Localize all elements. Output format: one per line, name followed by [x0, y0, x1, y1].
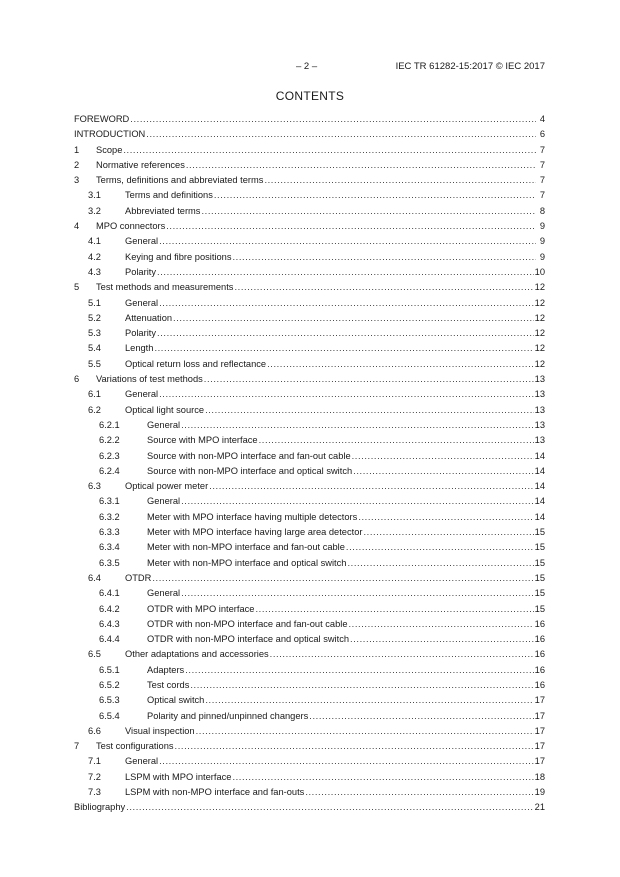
toc-entry-page: 7: [539, 175, 545, 186]
toc-entry-title: General: [147, 496, 181, 507]
toc-entry-page: 16: [534, 634, 545, 645]
toc-entry-page: 12: [534, 312, 545, 323]
toc-entry-page: 12: [534, 328, 545, 339]
toc-entry-number: 6.3.1: [99, 496, 120, 507]
toc-entry[interactable]: [74, 647, 545, 662]
toc-dot-leader: [214, 188, 536, 203]
toc-entry-page: 9: [539, 221, 545, 232]
toc-entry-title: General: [125, 236, 159, 247]
toc-dot-leader: [346, 540, 534, 555]
toc-entry[interactable]: [74, 739, 545, 754]
toc-dot-leader: [157, 326, 534, 341]
toc-entry-title: General: [125, 389, 159, 400]
toc-entry[interactable]: [74, 188, 545, 203]
toc-entry-title: Test cords: [147, 679, 190, 690]
toc-entry[interactable]: [74, 449, 545, 464]
toc-dot-leader: [353, 464, 534, 479]
toc-dot-leader: [201, 204, 536, 219]
toc-entry-number: 6.2.4: [99, 465, 120, 476]
toc-entry-page: 19: [534, 787, 545, 798]
toc-entry[interactable]: [74, 127, 545, 142]
toc-entry[interactable]: [74, 250, 545, 265]
toc-entry-title: Meter with MPO interface having large area detector: [147, 527, 363, 538]
toc-entry[interactable]: [74, 143, 545, 158]
toc-entry[interactable]: [74, 510, 545, 525]
toc-dot-leader: [255, 602, 533, 617]
toc-dot-leader: [349, 617, 534, 632]
toc-entry-title: Length: [125, 343, 154, 354]
toc-entry-page: 12: [534, 343, 545, 354]
toc-dot-leader: [157, 265, 534, 280]
toc-entry-number: 4.3: [88, 266, 101, 277]
toc-entry[interactable]: [74, 341, 545, 356]
toc-dot-leader: [270, 647, 534, 662]
toc-entry-page: 15: [534, 572, 545, 583]
toc-dot-leader: [126, 800, 533, 815]
toc-entry-number: 2: [74, 159, 80, 170]
toc-entry-page: 15: [534, 542, 545, 553]
toc-entry-number: 5.1: [88, 297, 101, 308]
toc-entry-number: 6.3.2: [99, 511, 120, 522]
toc-entry-number: 6.4.2: [99, 603, 120, 614]
toc-entry-title: Adapters: [147, 664, 185, 675]
toc-entry-number: 6.2.1: [99, 419, 120, 430]
toc-dot-leader: [159, 234, 536, 249]
toc-entry-number: 6.4.4: [99, 634, 120, 645]
toc-entry-number: 3.2: [88, 205, 101, 216]
toc-entry-title: LSPM with non-MPO interface and fan-outs: [125, 787, 305, 798]
toc-entry-title: Normative references: [96, 159, 185, 170]
toc-entry-number: 5.2: [88, 312, 101, 323]
toc-dot-leader: [152, 571, 533, 586]
toc-entry-number: 5.3: [88, 328, 101, 339]
toc-entry[interactable]: [74, 311, 545, 326]
toc-dot-leader: [352, 449, 534, 464]
toc-entry-page: 14: [534, 511, 545, 522]
toc-dot-leader: [363, 525, 533, 540]
toc-entry-number: 6.5.2: [99, 679, 120, 690]
toc-entry-number: 6.3.5: [99, 557, 120, 568]
toc-entry-number: 6.5.1: [99, 664, 120, 675]
toc-entry-title: LSPM with MPO interface: [125, 771, 232, 782]
toc-entry-title: Source with non-MPO interface and optical switch: [147, 465, 353, 476]
toc-dot-leader: [209, 479, 533, 494]
toc-entry-page: 7: [539, 159, 545, 170]
toc-entry-number: 6.3.3: [99, 527, 120, 538]
toc-entry-page: 16: [534, 664, 545, 675]
toc-entry-title: Test configurations: [96, 741, 174, 752]
toc-entry-title: Optical switch: [147, 695, 205, 706]
toc-entry-number: 6.5: [88, 649, 101, 660]
page-title: CONTENTS: [275, 89, 345, 103]
page-number: – 2 –: [296, 61, 318, 72]
toc-dot-leader: [350, 632, 534, 647]
toc-entry-number: 6.6: [88, 725, 101, 736]
toc-entry-number: 6.4.1: [99, 588, 120, 599]
toc-entry-number: 6.2: [88, 404, 101, 415]
toc-entry-number: 6.5.4: [99, 710, 120, 721]
toc-entry-number: 6.5.3: [99, 695, 120, 706]
toc-entry-number: 4: [74, 221, 80, 232]
toc-dot-leader: [204, 372, 534, 387]
toc-dot-leader: [185, 663, 533, 678]
toc-entry-page: 9: [539, 236, 545, 247]
toc-dot-leader: [166, 219, 536, 234]
toc-entry[interactable]: [74, 280, 545, 295]
toc-entry-page: 16: [534, 618, 545, 629]
toc-entry-title: Optical power meter: [125, 481, 209, 492]
toc-dot-leader: [175, 739, 534, 754]
toc-entry-number: 7.1: [88, 756, 101, 767]
toc-entry-title: Source with non-MPO interface and fan-out cable: [147, 450, 351, 461]
toc-dot-leader: [347, 556, 533, 571]
toc-dot-leader: [190, 678, 533, 693]
toc-entry[interactable]: [74, 602, 545, 617]
toc-dot-leader: [267, 357, 534, 372]
toc-dot-leader: [259, 433, 534, 448]
toc-entry-title: Keying and fibre positions: [125, 251, 232, 262]
toc-entry[interactable]: [74, 785, 545, 800]
toc-entry[interactable]: [74, 494, 545, 509]
toc-entry-number: 3.1: [88, 190, 101, 201]
toc-entry[interactable]: [74, 709, 545, 724]
toc-entry-page: 8: [539, 205, 545, 216]
toc-entry-title: FOREWORD: [74, 114, 130, 124]
toc-entry-title: Source with MPO interface: [147, 435, 258, 446]
toc-entry[interactable]: [74, 387, 545, 402]
toc-entry-title: OTDR: [125, 572, 152, 583]
toc-entry[interactable]: [74, 724, 545, 739]
toc-entry-number: 5: [74, 282, 80, 293]
toc-dot-leader: [159, 754, 534, 769]
toc-entry-page: 14: [534, 465, 545, 476]
toc-entry-page: 12: [534, 358, 545, 369]
toc-entry-page: 12: [534, 282, 545, 293]
toc-entry-title: Other adaptations and accessories: [125, 649, 269, 660]
toc-dot-leader: [305, 785, 533, 800]
document-reference: IEC TR 61282-15:2017 © IEC 2017: [395, 61, 545, 72]
toc-entry-page: 15: [534, 603, 545, 614]
toc-entry[interactable]: [74, 265, 545, 280]
toc-entry-number: 7.2: [88, 771, 101, 782]
toc-entry-number: 6.3.4: [99, 542, 120, 553]
toc-entry-page: 7: [539, 190, 545, 201]
toc-dot-leader: [234, 280, 533, 295]
toc-entry[interactable]: [74, 357, 545, 372]
toc-entry[interactable]: [74, 540, 545, 555]
toc-entry-number: 1: [74, 144, 80, 155]
toc-entry-page: 17: [534, 756, 545, 767]
toc-entry-title: General: [125, 297, 159, 308]
toc-entry[interactable]: [74, 663, 545, 678]
toc-entry[interactable]: [74, 678, 545, 693]
toc-dot-leader: [146, 127, 536, 142]
toc-entry-page: 18: [534, 771, 545, 782]
toc-entry-title: Variations of test methods: [96, 374, 203, 385]
toc-entry-page: 17: [534, 695, 545, 706]
toc-entry-title: OTDR with MPO interface: [147, 603, 255, 614]
toc-entry-page: 13: [534, 435, 545, 446]
toc-entry-page: 15: [534, 588, 545, 599]
toc-entry[interactable]: [74, 372, 545, 387]
toc-entry-page: 9: [539, 251, 545, 262]
toc-entry-page: 13: [534, 404, 545, 415]
toc-entry-page: 13: [534, 374, 545, 385]
toc-dot-leader: [232, 770, 533, 785]
toc-dot-leader: [205, 403, 534, 418]
toc-entry-number: 6: [74, 374, 80, 385]
toc-entry[interactable]: [74, 770, 545, 785]
toc-entry-page: 7: [539, 144, 545, 155]
toc-entry[interactable]: [74, 234, 545, 249]
toc-entry-number: 3: [74, 175, 80, 186]
toc-dot-leader: [181, 586, 534, 601]
toc-entry-title: General: [147, 419, 181, 430]
toc-entry-number: 6.2.3: [99, 450, 120, 461]
toc-dot-leader: [130, 112, 536, 127]
toc-entry-title: Optical light source: [125, 404, 205, 415]
toc-entry-number: 6.2.2: [99, 435, 120, 446]
toc-entry[interactable]: [74, 219, 545, 234]
toc-entry[interactable]: [74, 479, 545, 494]
toc-entry-page: 13: [534, 389, 545, 400]
toc-entry[interactable]: [74, 571, 545, 586]
toc-entry-page: 15: [534, 527, 545, 538]
toc-entry-page: 16: [534, 679, 545, 690]
toc-entry-page: 12: [534, 297, 545, 308]
toc-entry[interactable]: [74, 112, 545, 127]
toc-entry-page: 13: [534, 419, 545, 430]
toc-entry-page: 21: [534, 802, 545, 813]
toc-entry-title: Meter with non-MPO interface and optical switch: [147, 557, 347, 568]
toc-entry-page: 17: [534, 725, 545, 736]
toc-entry-page: 4: [539, 114, 545, 124]
toc-dot-leader: [173, 311, 534, 326]
toc-entry[interactable]: [74, 632, 545, 647]
toc-dot-leader: [309, 709, 533, 724]
toc-entry-number: 5.5: [88, 358, 101, 369]
toc-entry-number: 7: [74, 741, 80, 752]
toc-entry-number: 6.3: [88, 481, 101, 492]
toc-entry-number: 4.2: [88, 251, 101, 262]
toc-dot-leader: [264, 173, 536, 188]
toc-entry-page: 15: [534, 557, 545, 568]
toc-entry-title: Optical return loss and reflectance: [125, 358, 267, 369]
toc-entry-title: OTDR with non-MPO interface and optical switch: [147, 634, 350, 645]
toc-entry-title: Polarity: [125, 266, 157, 277]
toc-entry-page: 6: [539, 129, 545, 140]
toc-entry-title: Abbreviated terms: [125, 205, 201, 216]
toc-entry[interactable]: [74, 525, 545, 540]
toc-entry[interactable]: [74, 556, 545, 571]
toc-dot-leader: [123, 143, 536, 158]
toc-entry[interactable]: [74, 296, 545, 311]
toc-entry-page: 14: [534, 496, 545, 507]
toc-entry-number: 6.1: [88, 389, 101, 400]
toc-entry[interactable]: [74, 418, 545, 433]
toc-entry-number: 7.3: [88, 787, 101, 798]
toc-entry-title: OTDR with non-MPO interface and fan-out cable: [147, 618, 348, 629]
toc-entry[interactable]: [74, 693, 545, 708]
toc-entry-page: 14: [534, 450, 545, 461]
toc-entry-number: 4.1: [88, 236, 101, 247]
toc-entry-page: 14: [534, 481, 545, 492]
toc-dot-leader: [181, 494, 534, 509]
page-header: [0, 61, 620, 75]
toc-entry-title: General: [147, 588, 181, 599]
toc-entry[interactable]: [74, 464, 545, 479]
toc-entry-page: 17: [534, 710, 545, 721]
toc-dot-leader: [159, 387, 534, 402]
toc-entry[interactable]: [74, 403, 545, 418]
toc-dot-leader: [181, 418, 534, 433]
toc-entry[interactable]: [74, 204, 545, 219]
toc-entry-title: Terms, definitions and abbreviated terms: [96, 175, 264, 186]
toc-entry[interactable]: [74, 433, 545, 448]
toc-dot-leader: [154, 341, 533, 356]
toc-dot-leader: [232, 250, 536, 265]
toc-entry-number: 5.4: [88, 343, 101, 354]
toc-entry-title: General: [125, 756, 159, 767]
toc-entry-title: Polarity and pinned/unpinned changers: [147, 710, 309, 721]
toc-entry[interactable]: [74, 586, 545, 601]
toc-dot-leader: [358, 510, 533, 525]
toc-entry-title: Visual inspection: [125, 725, 195, 736]
toc-entry-title: Scope: [96, 144, 123, 155]
toc-entry[interactable]: [74, 800, 545, 815]
toc-entry-title: Polarity: [125, 328, 157, 339]
toc-entry[interactable]: [74, 326, 545, 341]
toc-entry-page: 17: [534, 741, 545, 752]
toc-dot-leader: [159, 296, 534, 311]
toc-entry[interactable]: [74, 173, 545, 188]
toc-entry[interactable]: [74, 754, 545, 769]
toc-entry[interactable]: [74, 158, 545, 173]
toc-entry-title: Terms and definitions: [125, 190, 213, 201]
table-of-contents: [74, 112, 545, 816]
toc-entry-title: Attenuation: [125, 312, 173, 323]
toc-entry[interactable]: [74, 617, 545, 632]
toc-dot-leader: [196, 724, 534, 739]
toc-entry-title: Meter with MPO interface having multiple detectors: [147, 511, 358, 522]
toc-entry-title: INTRODUCTION: [74, 129, 146, 140]
toc-entry-title: Test methods and measurements: [96, 282, 234, 293]
toc-dot-leader: [186, 158, 536, 173]
toc-dot-leader: [205, 693, 533, 708]
toc-entry-title: MPO connectors: [96, 221, 166, 232]
toc-entry-number: 6.4.3: [99, 618, 120, 629]
toc-entry-number: 6.4: [88, 572, 101, 583]
toc-entry-title: Bibliography: [74, 802, 126, 813]
toc-entry-page: 10: [534, 266, 545, 277]
toc-entry-page: 16: [534, 649, 545, 660]
toc-entry-title: Meter with non-MPO interface and fan-out cable: [147, 542, 345, 553]
